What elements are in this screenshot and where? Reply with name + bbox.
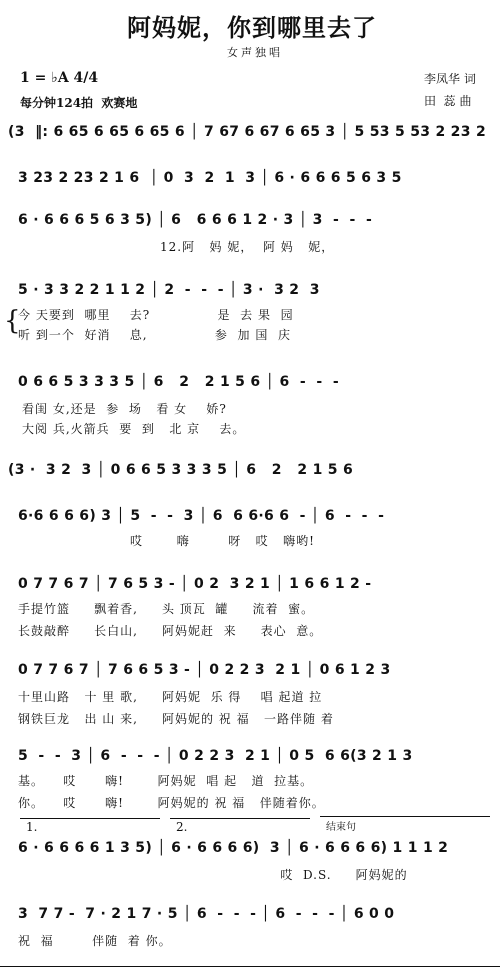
volta-second-line (170, 818, 310, 819)
lyrics-line-3: 12.阿 妈 妮， 阿 妈 妮， (160, 240, 335, 254)
lyrics-line-8b: 长鼓敲醉 长白山, 阿妈妮赶 来 表心 意。 (18, 624, 323, 638)
lyrics-line-12: 祝 福 伴随 着 你。 (18, 934, 172, 948)
lyrics-line-4a: 今 天要到 哪里 去? 是 去 果 园 (18, 308, 294, 322)
lyricist-credit: 李凤华 词 (424, 72, 476, 86)
score-line-9: 0 7 7 6 7 │ 7 6 6 5 3 - │ 0 2 2 3 2 1 │ 0 6 1 2 3 (18, 662, 391, 678)
coda-line (320, 816, 490, 817)
song-title: 阿妈妮，你到哪里去了 (127, 13, 377, 42)
score-line-6: (3 · 3 2 3 │ 0 6 6 5 3 3 3 5 │ 6 2 2 1 5 6 (8, 462, 354, 478)
score-line-5: 0 6 6 5 3 3 3 5 │ 6 2 2 1 5 6 │ 6 - - - (18, 374, 339, 390)
song-subtitle: 女声独唱 (227, 46, 283, 59)
tempo-marking: 每分钟124拍 欢赛地 (20, 96, 138, 110)
score-line-7: 6·6 6 6 6) 3 │ 5 - - 3 │ 6 6 6·6 6 - │ 6 - - - (18, 508, 385, 524)
lyrics-line-10b: 你。 哎 嗨! 阿妈妮的 祝 福 伴随着你。 (18, 796, 325, 810)
lyrics-line-9a: 十里山路 十 里 歌, 阿妈妮 乐 得 唱 起道 拉 (18, 690, 323, 704)
score-line-1: (3 ‖: 6 65 6 65 6 65 6 │ 7 67 6 67 6 65 3 │ 5 53 5 53 2 23 2 (8, 124, 486, 140)
lyrics-line-4b: 听 到一个 好消 息, 参 加 国 庆 (18, 328, 291, 342)
score-line-4: 5 · 3 3 2 2 1 1 2 │ 2 - - - │ 3 · 3 2 3 (18, 282, 320, 298)
lyrics-line-7: 哎 嗨 呀 哎 嗨哟! (130, 534, 315, 548)
key-signature: 1 = ♭A 4/4 (20, 70, 99, 86)
score-line-8: 0 7 7 6 7 │ 7 6 5 3 - │ 0 2 3 2 1 │ 1 6 6 1 2 - (18, 576, 372, 592)
score-line-11: 6 · 6 6 6 6 1 3 5) │ 6 · 6 6 6 6) 3 │ 6 · 6 6 6 6) 1 1 1 2 (18, 840, 449, 856)
coda-label: 结束句 (326, 822, 356, 833)
verse-brace: { (4, 306, 21, 336)
lyrics-line-11: 哎 D.S. 阿妈妮的 (160, 868, 408, 882)
volta-first-line (20, 818, 160, 819)
score-line-3: 6 · 6 6 6 5 6 3 5) │ 6 6 6 6 1 2 · 3 │ 3 - - - (18, 212, 373, 228)
volta-second: 2. (176, 820, 188, 834)
lyrics-line-8a: 手提竹篮 飘着香, 头 顶瓦 罐 流着 蜜。 (18, 602, 315, 616)
volta-first: 1. (26, 820, 38, 834)
lyrics-line-5a: 看闺 女,还是 参 场 看 女 娇? (22, 402, 227, 416)
score-line-2: 3 23 2 23 2 1 6 │ 0 3 2 1 3 │ 6 · 6 6 6 5 6 3 5 (18, 170, 402, 186)
lyrics-line-5b: 大阅 兵,火箭兵 要 到 北 京 去。 (22, 422, 246, 436)
composer-credit: 田 蕊 曲 (424, 94, 472, 108)
lyrics-line-9b: 钢铁巨龙 出 山 来, 阿妈妮的 祝 福 一路伴随 着 (18, 712, 334, 726)
score-line-10: 5 - - 3 │ 6 - - - │ 0 2 2 3 2 1 │ 0 5 6 6(3 2 1 3 (18, 748, 413, 764)
lyrics-line-10a: 基。 哎 嗨! 阿妈妮 唱 起 道 拉基。 (18, 774, 314, 788)
score-line-12: 3 7 7 - 7 · 2 1 7 · 5 │ 6 - - - │ 6 - - - │ 6 0 0 (18, 906, 395, 922)
separator (0, 966, 500, 967)
